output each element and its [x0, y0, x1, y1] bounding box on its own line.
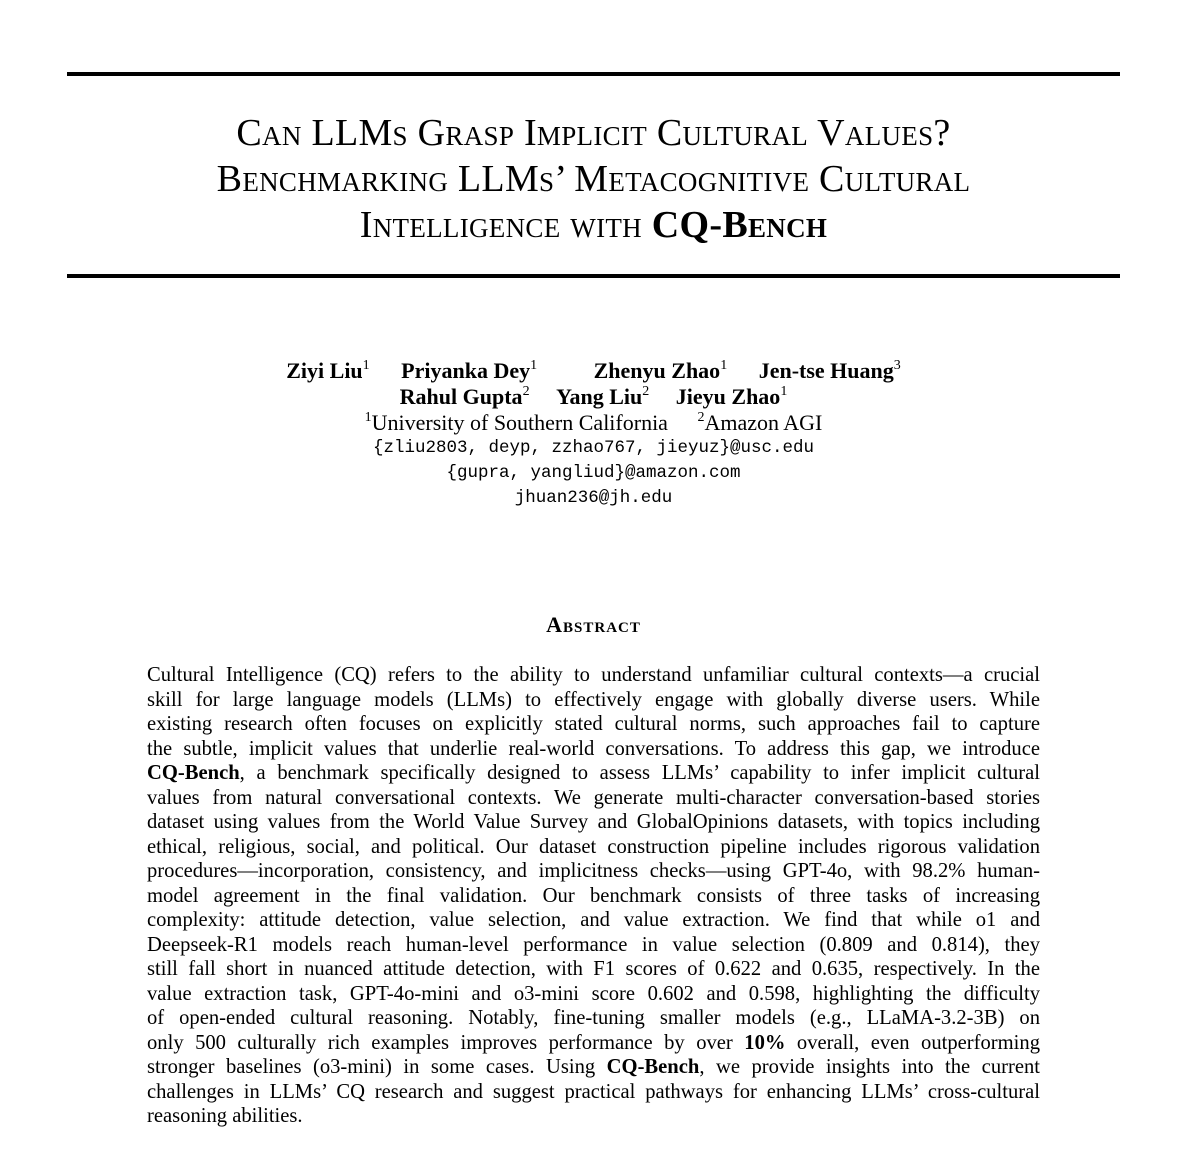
benchmark-name: CQ-Bench [606, 1056, 700, 1078]
author-block [67, 358, 1120, 511]
abstract-line: skill for large language models (LLMs) to effectively engage with globally diverse users. While [147, 688, 1040, 711]
abstract-line: existing research often focuses on explicitly stated cultural norms, such approaches fail to capture [147, 713, 1040, 735]
abstract-line: only 500 culturally rich examples improves performance by over 10% overall, even outperforming [147, 1031, 1040, 1054]
author-row-1 [67, 358, 1120, 384]
affiliation: $^2$Amazon AGI [697, 410, 823, 435]
title-bottom-rule [67, 274, 1120, 278]
title-line-1: Can LLMs Grasp Implicit Cultural Values? [236, 112, 951, 154]
abstract-line: complexity: attitude detection, value selection, and value extraction. We find that while o1 and [147, 909, 1040, 931]
abstract-line: values from natural conversational contexts. We generate multi-character conversation-based stories [147, 786, 1040, 809]
abstract-line: Deepseek-R1 models reach human-level performance in value selection (0.809 and 0.814), they [147, 933, 1040, 956]
abstract-line: Cultural Intelligence (CQ) refers to the ability to understand unfamiliar cultural contexts—a crucial [147, 664, 1040, 686]
author: Jen-tse Huang$^3$ [758, 358, 901, 383]
abstract-line: value extraction task, GPT-4o-mini and o3-mini score 0.602 and 0.598, highlighting the difficulty [147, 982, 1040, 1005]
affiliation: $^1$University of Southern California [364, 410, 668, 435]
abstract-line: model agreement in the final validation. Our benchmark consists of three tasks of increasing [147, 884, 1040, 907]
author: Zhenyu Zhao$^1$ [593, 358, 728, 383]
abstract-line: procedures—incorporation, consistency, and implicitness checks—using GPT-4o, with 98.2% human- [147, 860, 1040, 882]
affiliations [67, 410, 1120, 436]
abstract-line: challenges in LLMs’ CQ research and suggest practical pathways for enhancing LLMs’ cross-cultural [147, 1080, 1040, 1103]
title-line-3: Intelligence with CQ-Bench [359, 204, 828, 246]
improvement-figure: 10% [744, 1031, 786, 1054]
abstract-line: ethical, religious, social, and political. Our dataset construction pipeline includes rigorous validation [147, 835, 1040, 858]
author: Priyanka Dey$^1$ [401, 358, 538, 383]
author: Rahul Gupta$^2$ [399, 384, 530, 409]
abstract-line: still fall short in nuanced attitude detection, with F1 scores of 0.622 and 0.635, respectively. In the [147, 958, 1040, 980]
abstract-line: reasoning abilities. [147, 1105, 303, 1127]
abstract-heading: Abstract [546, 612, 641, 637]
author-row-2 [67, 384, 1120, 410]
author: Yang Liu$^2$ [556, 384, 650, 409]
title-top-rule [67, 72, 1120, 76]
abstract-line: the subtle, implicit values that underlie real-world conversations. To address this gap, we introduce [147, 737, 1040, 760]
email-line: {gupra, yangliud}@amazon.com [446, 463, 741, 483]
abstract-line: of open-ended cultural reasoning. Notably, fine-tuning smaller models (e.g., LLaMA-3.2-3B) on [147, 1007, 1040, 1029]
abstract-line: stronger baselines (o3-mini) in some cases. Using CQ-Bench, we provide insights into the current [147, 1056, 1040, 1078]
email-line: {zliu2803, deyp, zzhao767, jieyuz}@usc.edu [372, 438, 815, 458]
abstract-line: CQ-Bench, a benchmark specifically designed to assess LLMs’ capability to infer implicit cultural [147, 762, 1040, 784]
title-benchmark-name: CQ-Bench [651, 204, 828, 246]
abstract-line: dataset using values from the World Value Survey and GlobalOpinions datasets, with topics including [147, 811, 1040, 833]
abstract-body [147, 663, 1040, 1129]
author: Jieyu Zhao$^1$ [675, 384, 788, 409]
benchmark-name: CQ-Bench [147, 762, 240, 784]
title-line-2: Benchmarking LLMs’ Metacognitive Cultural [216, 158, 971, 200]
paper-title [67, 110, 1120, 248]
author: Ziyi Liu$^1$ [286, 358, 370, 383]
email-line: jhuan236@jh.edu [514, 488, 673, 508]
